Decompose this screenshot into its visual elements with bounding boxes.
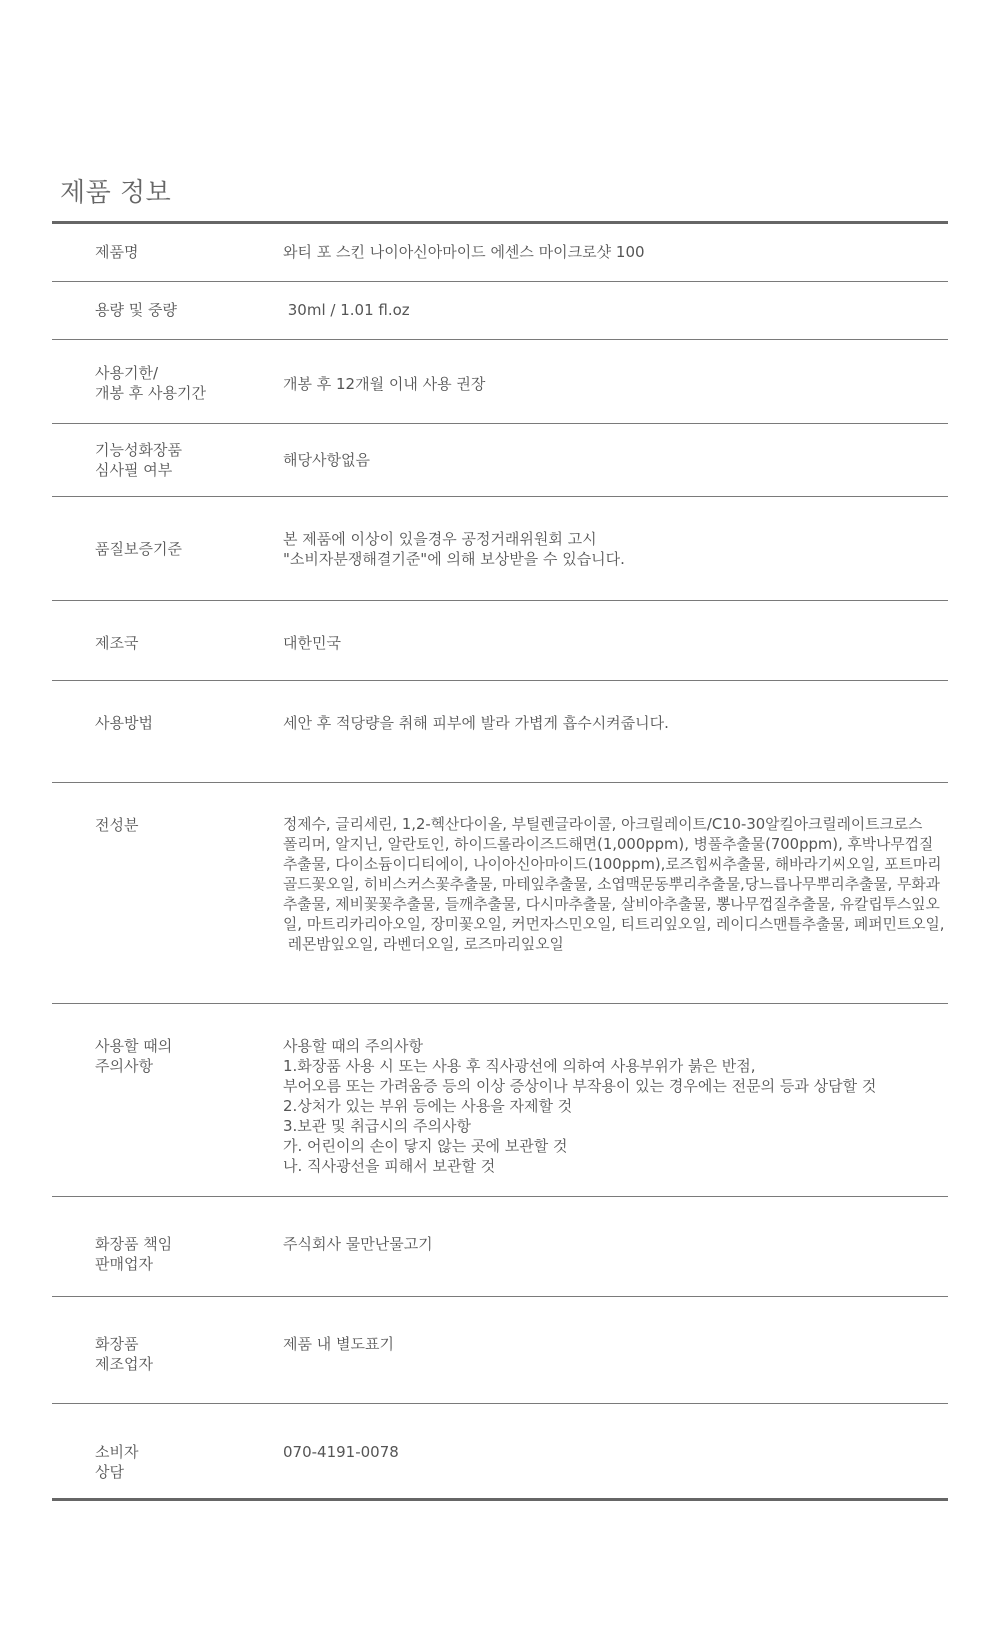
row-divider <box>52 1403 948 1404</box>
label-line: 제품명 <box>95 243 139 261</box>
row-label-ingredients <box>95 815 255 835</box>
value-line: 레몬밤잎오일, 라벤더오일, 로즈마리잎오일 <box>283 936 564 953</box>
value-line: 추출물, 다이소듐이디티에이, 나이아신아마이드(100ppm),로즈힙씨추출물, 해바라기씨오일, 포트마리 <box>283 856 942 873</box>
row-value-product-name <box>283 242 933 262</box>
value-line: 1.화장품 사용 시 또는 사용 후 직사광선에 의하여 사용부위가 붉은 반점, <box>283 1057 756 1075</box>
row-value-usage <box>283 713 933 733</box>
value-line: 070-4191-0078 <box>283 1443 399 1461</box>
table-bottom-border <box>52 1498 948 1501</box>
value-line: 가. 어린이의 손이 닿지 않는 곳에 보관할 것 <box>283 1137 568 1155</box>
value-line: 폴리머, 알지닌, 알란토인, 하이드롤라이즈드해면(1,000ppm), 병풀추출물(700ppm), 후박나무껍질 <box>283 836 934 853</box>
value-line: 추출물, 제비꽃꽃추출물, 들깨추출물, 다시마추출물, 살비아추출물, 뽕나무껍질추출물, 유칼립투스잎오 <box>283 896 940 913</box>
row-divider <box>52 496 948 497</box>
row-label-quality-guarantee <box>95 539 255 559</box>
row-divider <box>52 1003 948 1004</box>
row-label-country <box>95 633 255 653</box>
label-line: 제조업자 <box>95 1355 153 1373</box>
value-line: 해당사항없음 <box>283 451 370 469</box>
label-line: 사용기한/ <box>95 364 159 382</box>
value-line: 제품 내 별도표기 <box>283 1335 394 1353</box>
row-label-functional-cosmetic <box>95 440 255 480</box>
row-value-country <box>283 633 933 653</box>
label-line: 심사필 여부 <box>95 461 173 479</box>
row-label-manufacturer <box>95 1334 255 1374</box>
value-line: 와티 포 스킨 나이아신아마이드 에센스 마이크로샷 100 <box>283 243 645 261</box>
table-top-border <box>52 221 948 224</box>
row-label-usage <box>95 713 255 733</box>
row-label-consumer-contact <box>95 1442 255 1482</box>
row-value-manufacturer <box>283 1334 933 1354</box>
row-label-volume <box>95 300 255 320</box>
row-value-precautions <box>283 1036 933 1176</box>
row-value-volume <box>283 300 933 320</box>
value-line: 대한민국 <box>283 634 341 652</box>
value-line: 2.상처가 있는 부위 등에는 사용을 자제할 것 <box>283 1097 573 1115</box>
label-line: 사용방법 <box>95 714 153 732</box>
value-line: 정제수, 글리세린, 1,2-헥산다이올, 부틸렌글라이콜, 아크릴레이트/C10-30알킬아크릴레이트크로스 <box>283 816 923 833</box>
value-line: "소비자분쟁해결기준"에 의해 보상받을 수 있습니다. <box>283 550 625 568</box>
label-line: 품질보증기준 <box>95 540 182 558</box>
row-label-precautions <box>95 1036 255 1076</box>
row-value-responsible-seller <box>283 1234 933 1254</box>
row-label-expiry <box>95 363 255 403</box>
page-title: 제품 정보 <box>60 178 172 208</box>
label-line: 용량 및 중량 <box>95 301 177 319</box>
value-line: 본 제품에 이상이 있을경우 공정거래위원회 고시 <box>283 530 597 548</box>
label-line: 제조국 <box>95 634 139 652</box>
label-line: 기능성화장품 <box>95 441 182 459</box>
row-divider <box>52 423 948 424</box>
value-line: 세안 후 적당량을 취해 피부에 발라 가볍게 흡수시켜줍니다. <box>283 714 669 732</box>
label-line: 화장품 <box>95 1335 139 1353</box>
value-line: 주식회사 물만난물고기 <box>283 1235 433 1253</box>
row-divider <box>52 600 948 601</box>
row-divider <box>52 782 948 783</box>
value-line: 나. 직사광선을 피해서 보관할 것 <box>283 1157 496 1175</box>
row-divider <box>52 1196 948 1197</box>
row-divider <box>52 339 948 340</box>
row-value-consumer-contact <box>283 1442 933 1462</box>
row-value-quality-guarantee <box>283 529 933 569</box>
value-line: 일, 마트리카리아오일, 장미꽃오일, 커먼자스민오일, 티트리잎오일, 레이디스맨틀추출물, 페퍼민트오일, <box>283 916 945 933</box>
row-label-responsible-seller <box>95 1234 255 1274</box>
label-line: 판매업자 <box>95 1255 153 1273</box>
value-line: 개봉 후 12개월 이내 사용 권장 <box>283 375 486 393</box>
row-value-expiry <box>283 374 933 394</box>
value-line: 골드꽃오일, 히비스커스꽃추출물, 마테잎추출물, 소엽맥문동뿌리추출물,당느릅나무뿌리추출물, 무화과 <box>283 876 940 893</box>
label-line: 화장품 책임 <box>95 1235 173 1253</box>
row-label-product-name <box>95 242 255 262</box>
value-line: 30ml / 1.01 fl.oz <box>283 301 410 319</box>
label-line: 사용할 때의 <box>95 1037 173 1055</box>
value-line: 사용할 때의 주의사항 <box>283 1037 423 1055</box>
label-line: 주의사항 <box>95 1057 153 1075</box>
value-line: 3.보관 및 취급시의 주의사항 <box>283 1117 472 1135</box>
label-line: 소비자 <box>95 1443 139 1461</box>
value-line: 부어오름 또는 가려움증 등의 이상 증상이나 부작용이 있는 경우에는 전문의 등과 상담할 것 <box>283 1077 877 1095</box>
row-value-functional-cosmetic <box>283 450 933 470</box>
label-line: 상담 <box>95 1463 124 1481</box>
row-value-ingredients <box>283 815 945 955</box>
row-divider <box>52 1296 948 1297</box>
label-line: 개봉 후 사용기간 <box>95 384 206 402</box>
row-divider <box>52 680 948 681</box>
label-line: 전성분 <box>95 816 139 834</box>
row-divider <box>52 281 948 282</box>
